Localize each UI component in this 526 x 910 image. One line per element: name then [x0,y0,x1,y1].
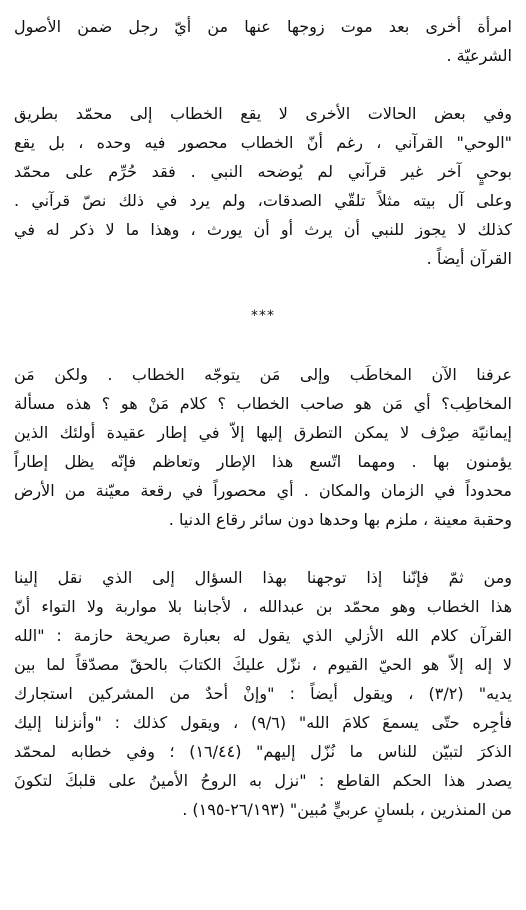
text-line: "الوحي" القرآني ، رغم أنّ الخطاب محصور فيه وحده ، بل يقع [14,133,512,152]
text-line: الذكرَ لتبيّن للناس ما نُزّل إليهم" (١٦/٤٤) ؛ وفي خطابه لمحمّد [14,742,512,761]
text-line: من المنذرين ، بلسانٍ عربيٍّ مُبين" (٢٦/١٩٣-١٩٥) . [182,800,512,819]
text-line: كذلك لا يجوز للنبي أن يرث أو أن يورث ، وهذا ما لا ذكر له في [14,220,512,239]
text-line: يصدر هذا الحكم القاطع : "نزل به الروحُ الأمينُ على قلبكَ لتكونَ [14,771,512,790]
text-line: ومن ثمّ فإنّنا إذا توجهنا بهذا السؤال إلى الذي نقل إلينا [14,568,512,587]
text-line: المخاطِب؟ أي مَن هو صاحب الخطاب ؟ كلام مَنْ هو ؟ هذه مسألة [14,394,512,413]
text-line: فأجِره حتّى يسمعَ كلامَ الله" (٩/٦) ، ويقول كذلك : "وأنزلنا إليك [14,713,512,732]
paragraph-2 [14,99,512,273]
text-line: وحقبة معينة ، ملزم بها وحدها دون سائر رقاع الدنيا . [168,510,512,529]
section-separator: *** [251,308,275,324]
text-line: وعلى آل بيته مثلاً تلقّي الصدقات، ولم يرد في ذلك نصّ قرآني . [14,191,512,210]
text-line: يديه" (٣/٢) ، ويقول أيضاً : "وإنْ أحدٌ من المشركين استجارك [14,684,512,703]
text-line: عرفنا الآن المخاطَب وإلى مَن يتوجّه الخطاب . ولكن مَن [14,365,512,384]
document-page [14,12,512,824]
text-line: إيمانيّة صِرْف لا يمكن التطرق إليها إلاّ في إطار عقيدة أولئك الذين [14,423,512,442]
paragraph-1 [14,12,512,70]
text-line: القرآن أيضاً . [426,249,512,268]
text-line: هذا الخطاب وهو محمّد بن عبدالله ، لأجابنا بلا مواربة ولا التواء أنّ [14,597,512,616]
text-line: بوحيٍ آخر غير قرآني لم يُوضحه النبي . فقد حُرِّم على محمّد [14,162,512,181]
text-line: يؤمنون بها . ومهما اتّسع هذا الإطار وتعاظم فإنّه يظل إطاراً [14,452,512,471]
text-line: القرآن كلام الله الأزلي الذي يقول له بعبارة صريحة حازمة : "الله [14,626,512,645]
text-line: وفي بعض الحالات الأخرى لا يقع الخطاب إلى محمّد بطريق [14,104,512,123]
paragraph-3 [14,360,512,534]
text-line: لا إله إلاّ هو الحيّ القيوم ، نزّل عليكَ الكتابَ بالحقّ مصدّقاً لما بين [14,655,512,674]
paragraph-4 [14,563,512,824]
text-line: محدوداً في الزمان والمكان . أي محصوراً في رقعة معيّنة من الأرض [14,481,512,500]
text-line: امرأة أخرى بعد موت زوجها عنها من أيّ رجل ضمن الأصول [14,17,512,36]
text-line: الشرعيّة . [446,46,512,65]
